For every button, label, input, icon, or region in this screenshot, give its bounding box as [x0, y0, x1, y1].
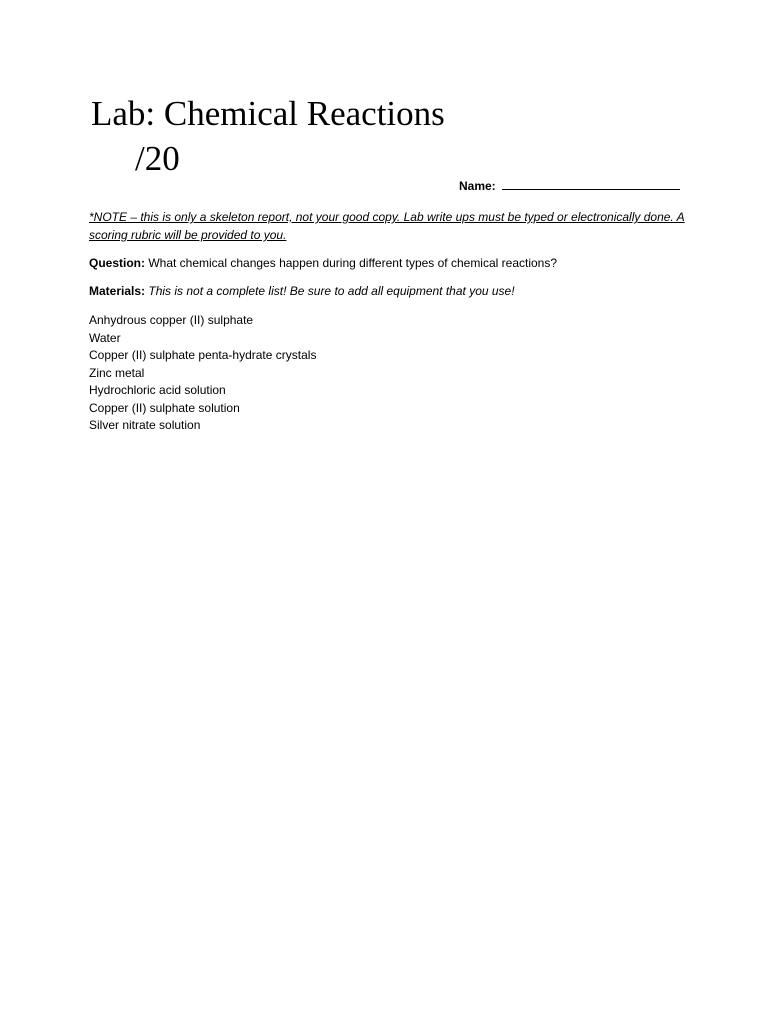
list-item: Copper (II) sulphate solution [89, 400, 240, 415]
page-title: Lab: Chemical Reactions [91, 94, 445, 133]
name-label: Name: [459, 179, 496, 193]
list-item: Zinc metal [89, 365, 145, 380]
list-item: Copper (II) sulphate penta-hydrate crystals [89, 348, 317, 362]
materials-note: This is not a complete list! Be sure to add all equipment that you use! [145, 284, 515, 298]
list-item: Anhydrous copper (II) sulphate [89, 313, 254, 327]
materials-line [89, 283, 515, 299]
note-text: *NOTE – this is only a skeleton report, not your good copy. Lab write ups must be typed or electronically done. A scoring rubric will be provided to you. [89, 210, 685, 242]
list-item: Hydrochloric acid solution [89, 383, 226, 397]
question-label: Question: [89, 256, 145, 270]
materials-list [89, 312, 316, 435]
score-total: /20 [135, 139, 180, 178]
list-item: Water [89, 330, 121, 345]
materials-label: Materials: [89, 284, 146, 298]
name-field-row [459, 178, 680, 194]
name-blank-line [502, 178, 680, 190]
question-text: What chemical changes happen during different types of chemical reactions? [145, 256, 558, 270]
question-line [89, 255, 557, 271]
list-item: Silver nitrate solution [89, 418, 201, 432]
